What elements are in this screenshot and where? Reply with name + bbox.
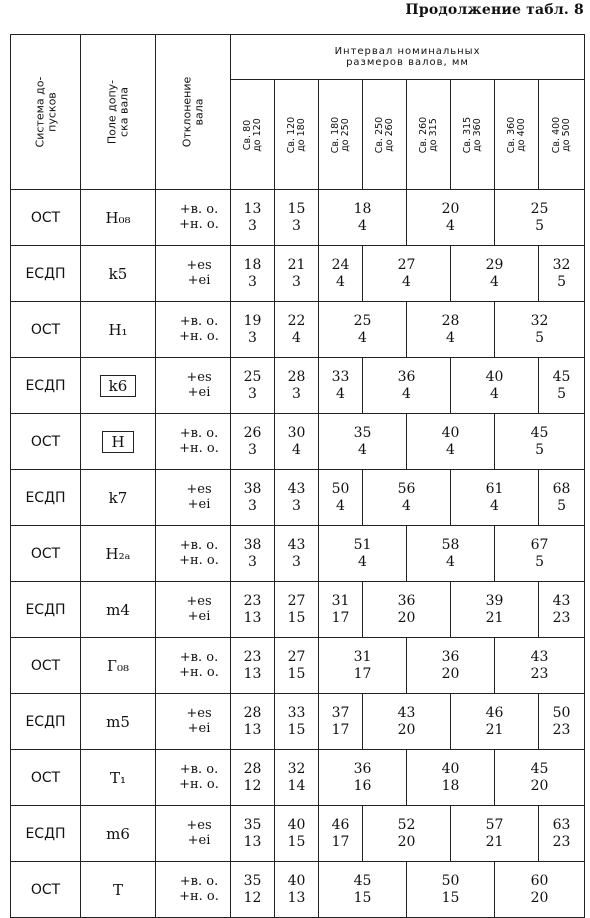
header-interval-label: Св. 315 до 360 (461, 116, 483, 153)
value-cell: 27 15 (275, 638, 319, 694)
deviation-cell: +es +ei (156, 582, 231, 638)
table-row (11, 526, 585, 582)
header-interval-1 (275, 80, 319, 190)
header-interval-5 (451, 80, 495, 190)
header-interval-label: Св. 120 до 180 (285, 116, 307, 153)
field-cell (81, 694, 156, 750)
field-cell (81, 862, 156, 918)
field-cell (81, 190, 156, 246)
field-label: m6 (106, 824, 130, 843)
value-cell: 25 5 (495, 190, 585, 246)
value-cell: 56 4 (363, 470, 451, 526)
value-cell: 43 3 (275, 526, 319, 582)
value-cell: 28 13 (231, 694, 275, 750)
table-row (11, 582, 585, 638)
value-cell: 43 3 (275, 470, 319, 526)
value-cell: 46 17 (319, 806, 363, 862)
value-cell: 40 15 (275, 806, 319, 862)
field-cell (81, 302, 156, 358)
value-cell: 22 4 (275, 302, 319, 358)
deviation-cell: +в. о. +н. о. (156, 414, 231, 470)
field-label: H₀₈ (105, 208, 131, 227)
value-cell: 18 4 (319, 190, 407, 246)
system-cell: ОСТ (11, 190, 81, 246)
value-cell: 63 23 (539, 806, 585, 862)
value-cell: 40 4 (407, 414, 495, 470)
field-label: H₂ₐ (105, 544, 131, 563)
value-cell: 45 5 (539, 358, 585, 414)
deviation-cell: +es +ei (156, 806, 231, 862)
value-cell: 36 20 (407, 638, 495, 694)
value-cell: 35 13 (231, 806, 275, 862)
value-cell: 31 17 (319, 582, 363, 638)
table-body (11, 190, 585, 918)
value-cell: 50 4 (319, 470, 363, 526)
header-interval-title: Интервал номинальных размеров валов, мм (231, 35, 585, 80)
value-cell: 32 5 (539, 246, 585, 302)
value-cell: 36 16 (319, 750, 407, 806)
value-cell: 50 15 (407, 862, 495, 918)
deviation-cell: +в. о. +н. о. (156, 750, 231, 806)
value-cell: 37 17 (319, 694, 363, 750)
tolerance-table (10, 34, 585, 918)
value-cell: 26 3 (231, 414, 275, 470)
value-cell: 33 15 (275, 694, 319, 750)
header-interval-label: Св. 80 до 120 (241, 117, 263, 152)
table-row (11, 750, 585, 806)
table-row (11, 862, 585, 918)
field-label: k5 (108, 264, 128, 283)
value-cell: 45 5 (495, 414, 585, 470)
value-cell: 46 21 (451, 694, 539, 750)
value-cell: 40 13 (275, 862, 319, 918)
value-cell: 58 4 (407, 526, 495, 582)
value-cell: 15 3 (275, 190, 319, 246)
value-cell: 18 3 (231, 246, 275, 302)
value-cell: 28 3 (275, 358, 319, 414)
system-cell: ЕСДП (11, 358, 81, 414)
value-cell: 39 21 (451, 582, 539, 638)
table-row (11, 414, 585, 470)
value-cell: 45 20 (495, 750, 585, 806)
system-cell: ЕСДП (11, 470, 81, 526)
value-cell: 43 23 (495, 638, 585, 694)
system-cell: ЕСДП (11, 806, 81, 862)
value-cell: 38 3 (231, 470, 275, 526)
field-label: T (112, 880, 123, 899)
field-label: H (102, 431, 133, 453)
table-row (11, 806, 585, 862)
system-cell: ЕСДП (11, 246, 81, 302)
field-cell (81, 526, 156, 582)
value-cell: 50 23 (539, 694, 585, 750)
header-field (81, 35, 156, 190)
system-cell: ОСТ (11, 414, 81, 470)
table-row (11, 638, 585, 694)
value-cell: 23 13 (231, 638, 275, 694)
value-cell: 25 3 (231, 358, 275, 414)
value-cell: 61 4 (451, 470, 539, 526)
field-cell (81, 806, 156, 862)
value-cell: 35 12 (231, 862, 275, 918)
field-cell (81, 470, 156, 526)
value-cell: 60 20 (495, 862, 585, 918)
system-cell: ОСТ (11, 302, 81, 358)
value-cell: 33 4 (319, 358, 363, 414)
deviation-cell: +в. о. +н. о. (156, 638, 231, 694)
header-system (11, 35, 81, 190)
field-label: m4 (106, 600, 130, 619)
value-cell: 45 15 (319, 862, 407, 918)
value-cell: 24 4 (319, 246, 363, 302)
field-cell (81, 246, 156, 302)
value-cell: 19 3 (231, 302, 275, 358)
table-row (11, 190, 585, 246)
value-cell: 57 21 (451, 806, 539, 862)
header-interval-6 (495, 80, 539, 190)
deviation-cell: +в. о. +н. о. (156, 302, 231, 358)
header-deviation-label: Отклонение вала (180, 76, 205, 148)
field-cell (81, 750, 156, 806)
value-cell: 28 12 (231, 750, 275, 806)
value-cell: 67 5 (495, 526, 585, 582)
value-cell: 51 4 (319, 526, 407, 582)
field-cell (81, 358, 156, 414)
value-cell: 36 20 (363, 582, 451, 638)
header-system-label: Система до- пусков (32, 76, 58, 148)
header-interval-2 (319, 80, 363, 190)
value-cell: 20 4 (407, 190, 495, 246)
value-cell: 30 4 (275, 414, 319, 470)
header-interval-label: Св. 360 до 400 (505, 116, 527, 153)
table-row (11, 358, 585, 414)
deviation-cell: +в. о. +н. о. (156, 526, 231, 582)
system-cell: ЕСДП (11, 694, 81, 750)
value-cell: 21 3 (275, 246, 319, 302)
deviation-cell: +es +ei (156, 694, 231, 750)
header-deviation (156, 35, 231, 190)
header-interval-0 (231, 80, 275, 190)
field-label: m5 (106, 712, 130, 731)
value-cell: 32 5 (495, 302, 585, 358)
table-caption: Продолжение табл. 8 (405, 2, 584, 18)
value-cell: 35 4 (319, 414, 407, 470)
system-cell: ОСТ (11, 638, 81, 694)
field-label: k7 (108, 488, 128, 507)
value-cell: 23 13 (231, 582, 275, 638)
value-cell: 40 18 (407, 750, 495, 806)
value-cell: 68 5 (539, 470, 585, 526)
header-interval-label: Св. 180 до 250 (329, 116, 351, 153)
deviation-cell: +в. о. +н. о. (156, 190, 231, 246)
field-label: k6 (100, 375, 137, 397)
system-cell: ОСТ (11, 862, 81, 918)
table-header (11, 35, 585, 190)
value-cell: 40 4 (451, 358, 539, 414)
value-cell: 38 3 (231, 526, 275, 582)
value-cell: 52 20 (363, 806, 451, 862)
field-cell (81, 414, 156, 470)
field-cell (81, 582, 156, 638)
field-label: Г₀₈ (107, 656, 129, 675)
header-interval-4 (407, 80, 451, 190)
table-row (11, 470, 585, 526)
value-cell: 43 23 (539, 582, 585, 638)
value-cell: 27 15 (275, 582, 319, 638)
table-row (11, 694, 585, 750)
header-interval-label: Св. 400 до 500 (550, 116, 572, 153)
header-interval-label: Св. 250 до 260 (373, 116, 395, 153)
header-interval-label: Св. 260 до 315 (417, 116, 439, 153)
value-cell: 43 20 (363, 694, 451, 750)
value-cell: 32 14 (275, 750, 319, 806)
deviation-cell: +es +ei (156, 246, 231, 302)
value-cell: 31 17 (319, 638, 407, 694)
value-cell: 29 4 (451, 246, 539, 302)
header-interval-3 (363, 80, 407, 190)
field-label: H₁ (108, 320, 128, 339)
table-row (11, 302, 585, 358)
value-cell: 27 4 (363, 246, 451, 302)
value-cell: 13 3 (231, 190, 275, 246)
deviation-cell: +в. о. +н. о. (156, 862, 231, 918)
header-field-label: Поле допу- ска вала (105, 79, 130, 145)
value-cell: 36 4 (363, 358, 451, 414)
system-cell: ОСТ (11, 750, 81, 806)
value-cell: 25 4 (319, 302, 407, 358)
system-cell: ЕСДП (11, 582, 81, 638)
deviation-cell: +es +ei (156, 470, 231, 526)
field-label: T₁ (109, 768, 127, 787)
deviation-cell: +es +ei (156, 358, 231, 414)
field-cell (81, 638, 156, 694)
value-cell: 28 4 (407, 302, 495, 358)
system-cell: ОСТ (11, 526, 81, 582)
header-interval-7 (539, 80, 585, 190)
table-row (11, 246, 585, 302)
